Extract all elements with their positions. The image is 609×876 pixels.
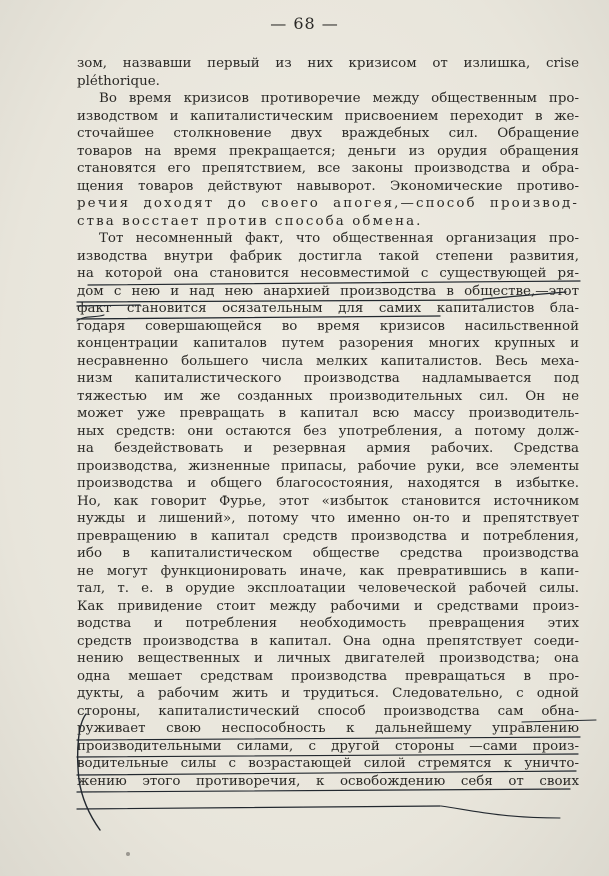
text-line: ибо в капиталистическом обществе средства производства: [77, 546, 579, 561]
text-line: жению этого противоречия, к освобождению себя от своих: [77, 773, 579, 789]
text-line: Тот несомненный факт, что общественная организация про-: [99, 231, 579, 246]
text-line: не могут функционировать иначе, как превратившись в капи-: [77, 563, 579, 579]
text-line: Во время кризисов противоречие между общественным про-: [99, 91, 579, 106]
text-line: факт становится осязательным для самих капиталистов бла-: [77, 301, 579, 316]
text-line: ства восстает против способа обмена.: [77, 213, 423, 229]
text-line: товаров на время прекращается; деньги из орудия обращения: [77, 143, 579, 159]
text-line: Как привидение стоит между рабочими и средствами произ-: [77, 598, 579, 614]
text-line: речия доходят до своего апогея,—способ производ-: [77, 196, 579, 211]
text-line: одна мешает средствам производства превращаться в про-: [77, 668, 579, 684]
text-line: водства и потребления необходимость превращения этих: [77, 616, 579, 631]
text-line: нужды и лишений», потому что именно он-то и препятствует: [77, 511, 579, 526]
text-line: водительные силы с возрастающей силой стремятся к уничто-: [77, 756, 579, 771]
text-line: низм капиталистического производства надламывается под: [77, 371, 579, 386]
text-line: производительными силами, с другой стороны —сами произ-: [77, 738, 579, 754]
text-line: производства, жизненные припасы, рабочие руки, все элементы: [77, 458, 579, 474]
text-line: нению вещественных и личных двигателей производства; она: [77, 651, 579, 666]
text-line: несравненно большего числа мелких капиталистов. Весь меха-: [77, 353, 579, 369]
text-line: дукты, а рабочим жить и трудиться. Следовательно, с одной: [77, 686, 579, 701]
text-line: производства и общего благосостояния, находятся в избытке.: [77, 476, 579, 491]
text-line: изводством и капиталистическим присвоением переходит в же-: [77, 108, 579, 124]
text-line: ных средств: они остаются без употребления, а потому долж-: [77, 423, 579, 439]
text-line: дом с нею и над нею анархией производства в обществе,—этот: [77, 283, 579, 299]
text-line: pléthorique.: [77, 73, 160, 89]
text-line: зом, назвавши первый из них кризисом от излишка, crise: [77, 56, 579, 71]
text-line: на бездействовать и резервная армия рабочих. Средства: [77, 441, 579, 456]
text-line: сточайшее столкновение двух враждебных сил. Обращение: [77, 126, 579, 141]
text-line: стороны, капиталистический способ производства сам обна-: [77, 703, 579, 719]
text-line: тал, т. е. в орудие эксплоатации человеческой рабочей силы.: [77, 581, 579, 596]
text-line: на которой она становится несовместимой с существующей ря-: [77, 266, 579, 281]
text-line: концентрации капиталов путем разорения многих крупных и: [77, 336, 579, 351]
body-text: [77, 55, 579, 790]
underline-mark: [77, 806, 440, 809]
paper-speck: [126, 852, 130, 856]
text-line: может уже превращать в капитал всю массу производитель-: [77, 406, 579, 421]
text-line: щения товаров действуют навыворот. Экономические противо-: [77, 178, 579, 194]
text-line: руживает свою неспособность к дальнейшему управлению: [77, 721, 579, 736]
text-line: Но, как говорит Фурье, этот «избыток становится источником: [77, 493, 579, 509]
text-line: становятся его препятствием, все законы производства и обра-: [77, 161, 579, 176]
text-line: превращению в капитал средств производства и потребления,: [77, 528, 579, 544]
underline-mark: [441, 806, 560, 818]
text-line: годаря совершающейся во время кризисов насильственной: [77, 318, 579, 334]
page-number: — 68 —: [270, 14, 339, 33]
text-line: изводства внутри фабрик достигла такой степени развития,: [77, 248, 579, 264]
text-line: тяжестью им же созданных производительных сил. Он не: [77, 388, 579, 404]
text-line: средств производства в капитал. Она одна препятствует соеди-: [77, 633, 579, 649]
